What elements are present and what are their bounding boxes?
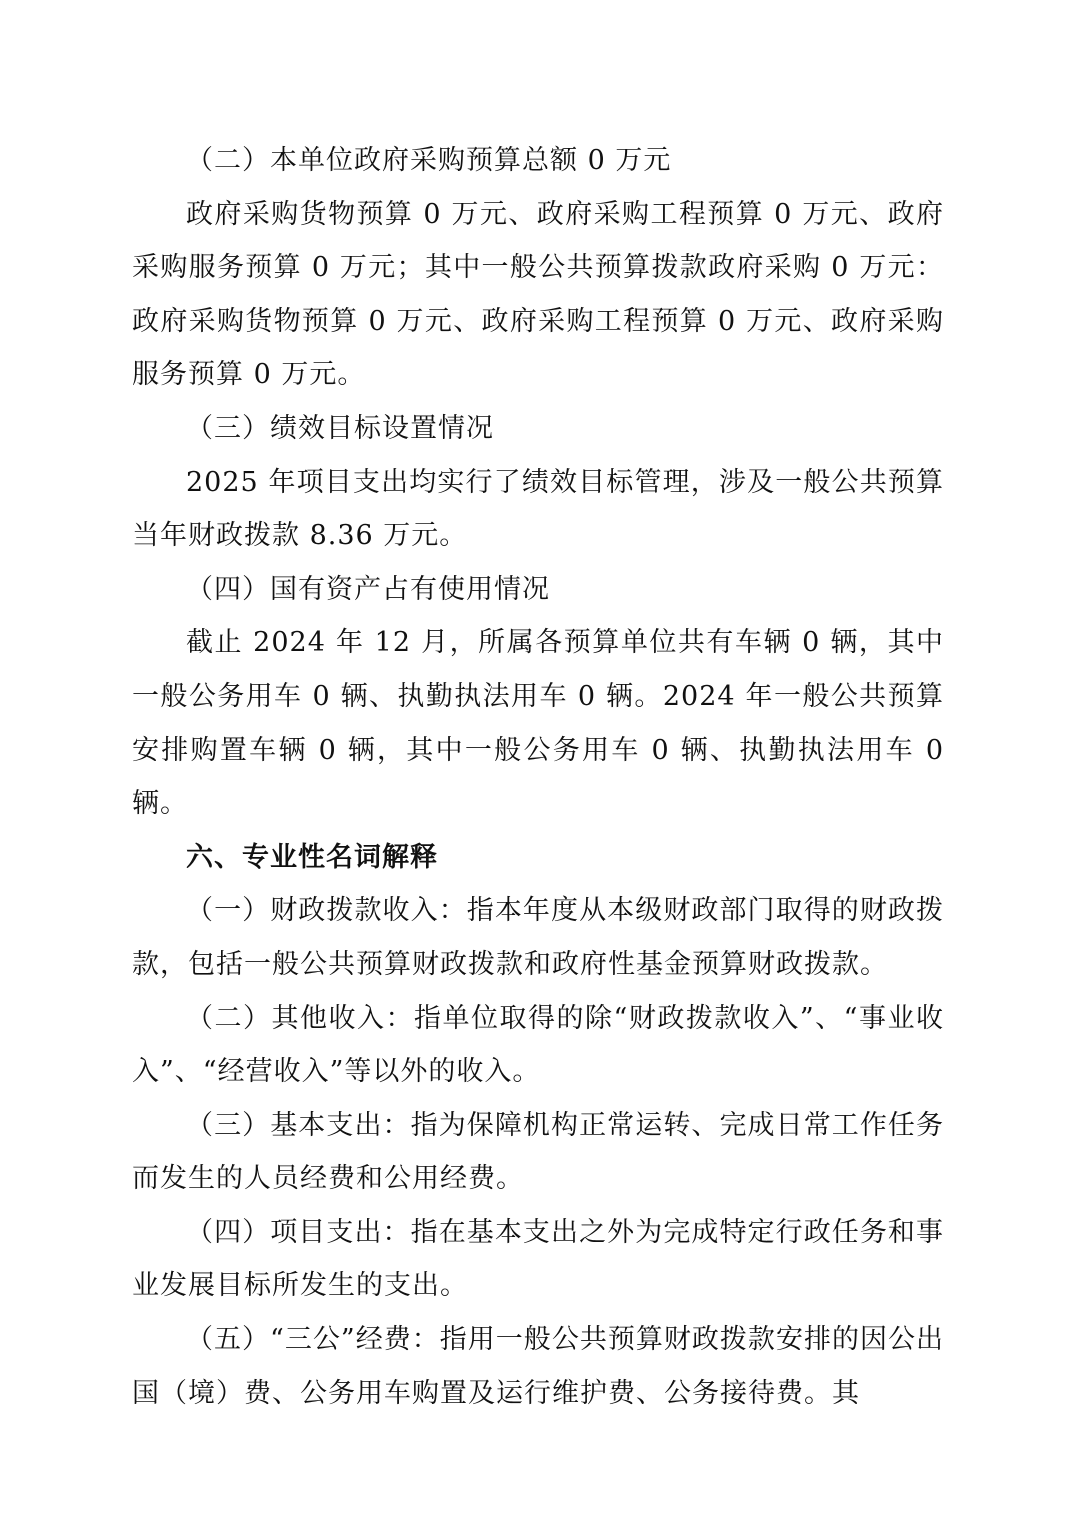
glossary-definition: 指为保障机构正常运转、完成日常工作任务而发生的人员经费和公用经费。 [132,1109,945,1195]
glossary-item [132,1206,944,1313]
glossary-term: （五）“三公”经费： [186,1324,440,1356]
glossary-item [132,992,944,1099]
assets-body: 截止 2024 年 12 月，所属各预算单位共有车辆 0 辆，其中一般公务用车 0 辆、执勤执法用车 0 辆。2024 年一般公共预算安排购置车辆 0 辆，其中一般公务用车 0 辆、执勤执法用车 0 辆。 [132,627,944,820]
glossary-term: （三）基本支出： [186,1109,411,1141]
performance-body: 2025 年项目支出均实行了绩效目标管理，涉及一般公共预算当年财政拨款 8.36 万元。 [132,466,944,552]
glossary-definition: 指在基本支出之外为完成特定行政任务和事业发展目标所发生的支出。 [132,1216,945,1302]
procurement-heading: （二）本单位政府采购预算总额 0 万元 [186,145,672,176]
glossary-item [132,884,944,991]
glossary-title: 六、专业性名词解释 [186,841,438,873]
glossary-term: （二）其他收入： [186,1002,415,1034]
procurement-body: 政府采购货物预算 0 万元、政府采购工程预算 0 万元、政府采购服务预算 0 万元；其中一般公共预算拨款政府采购 0 万元：政府采购货物预算 0 万元、政府采购工程预算 0 万元、政府采购服务预算 0 万元。 [132,198,944,391]
assets-heading: （四）国有资产占有使用情况 [186,573,550,605]
glossary-definition: 指单位取得的除“财政拨款收入”、“事业收入”、“经营收入”等以外的收入。 [132,1002,944,1088]
glossary-term: （四）项目支出： [186,1216,411,1248]
glossary-definition: 指用一般公共预算财政拨款安排的因公出国（境）费、公务用车购置及运行维护费、公务接待费。其 [132,1324,945,1409]
glossary-term: （一）财政拨款收入： [186,895,467,927]
glossary-definition: 指本年度从本级财政部门取得的财政拨款，包括一般公共预算财政拨款和政府性基金预算财政拨款。 [132,895,945,980]
performance-heading: （三）绩效目标设置情况 [186,412,494,444]
glossary-item [132,1099,944,1206]
glossary-item [132,1313,944,1420]
document-page [132,134,944,1420]
